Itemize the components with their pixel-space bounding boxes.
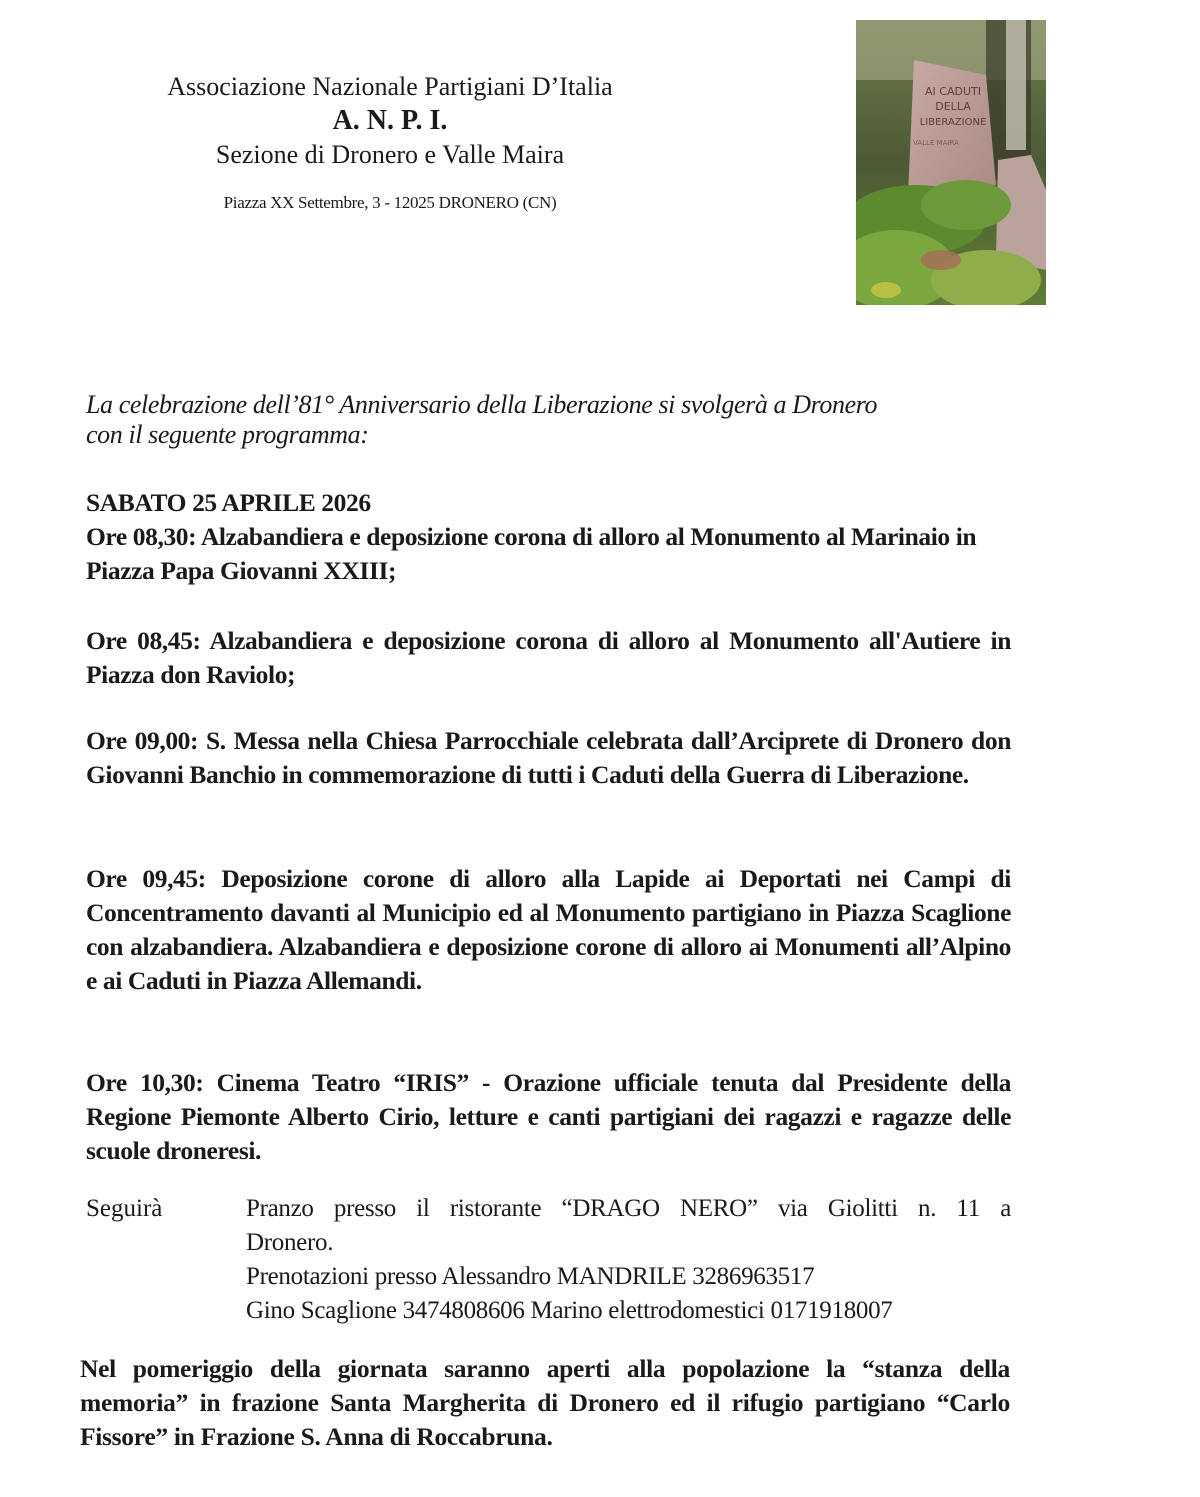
address: Piazza XX Settembre, 3 - 12025 DRONERO (CN): [223, 193, 557, 212]
intro-paragraph: [86, 390, 986, 450]
program-event: [86, 624, 1011, 692]
lunch-info: Pranzo presso il ristorante “DRAGO NERO” via Giolitti n. 11 a: [246, 1195, 1011, 1222]
event-description: Cinema Teatro “IRIS” - Orazione ufficiale tenuta dal Presidente della Regione Piemonte Alberto Cirio, letture e canti partigiani dei ragazzi e ragazze delle scuole droneresi.: [86, 1068, 1011, 1165]
event-time: Ore 08,30:: [86, 522, 197, 551]
event-time: Ore 08,45:: [86, 626, 201, 655]
event-time: Ore 09,00:: [86, 726, 199, 755]
event-description: Deposizione corone di alloro alla Lapide ai Deportati nei Campi di Concentramento davanti al Municipio ed al Monumento partigiano in Piazza Scaglione con alzabandiera. Alzabandiera e deposizione corone di alloro ai Monumenti all’Alpino e ai Caduti in Piazza Allemandi.: [86, 864, 1011, 995]
monument-image: [856, 20, 1046, 305]
following-label: Seguirà: [86, 1195, 163, 1222]
program-event: [86, 520, 1011, 588]
program-event: [86, 724, 1011, 792]
organization-name: Associazione Nazionale Partigiani D’Italia: [167, 72, 613, 101]
contact-info: Gino Scaglione 3474808606 Marino elettrodomestici 0171918007: [246, 1297, 893, 1324]
program-event: [86, 862, 1011, 998]
inscription-line-3: LIBERAZIONE: [919, 117, 987, 128]
event-description: Alzabandiera e deposizione corona di alloro al Monumento all'Autiere in Piazza don Raviolo;: [86, 626, 1011, 689]
program-event: [86, 1066, 1011, 1168]
inscription-line-4: VALLE MAIRA: [913, 139, 959, 147]
letterhead: [130, 70, 650, 214]
section-name: Sezione di Dronero e Valle Maira: [215, 140, 565, 169]
organization-acronym: A. N. P. I.: [332, 105, 448, 136]
afternoon-paragraph: Nel pomeriggio della giornata saranno aperti alla popolazione la “stanza della memoria” in frazione Santa Margherita di Dronero ed il rifugio partigiano “Carlo Fissore” in Frazione S. Anna di Roccabruna.: [80, 1354, 1010, 1451]
inscription-line-1: AI CADUTI: [925, 85, 981, 98]
reservation-info: Prenotazioni presso Alessandro MANDRILE 3286963517: [246, 1263, 815, 1290]
intro-line-2: con il seguente programma:: [86, 420, 369, 449]
program-date: SABATO 25 APRILE 2026: [86, 488, 371, 517]
inscription-line-2: DELLA: [935, 100, 971, 113]
event-time: Ore 09,45:: [86, 864, 206, 893]
following-details: [246, 1192, 1011, 1328]
lunch-info-continued: Dronero.: [246, 1229, 334, 1256]
monument-photo: [856, 20, 1046, 305]
event-time: Ore 10,30:: [86, 1068, 204, 1097]
event-description: S. Messa nella Chiesa Parrocchiale celebrata dall’Arciprete di Dronero don Giovanni Banchio in commemorazione di tutti i Caduti della Guerra di Liberazione.: [86, 726, 1011, 789]
event-description: Alzabandiera e deposizione corona di alloro al Monumento al Marinaio in Piazza Papa Giovanni XXIII;: [86, 522, 977, 585]
intro-line-1: La celebrazione dell’81° Anniversario della Liberazione si svolgerà a Dronero: [86, 390, 878, 419]
